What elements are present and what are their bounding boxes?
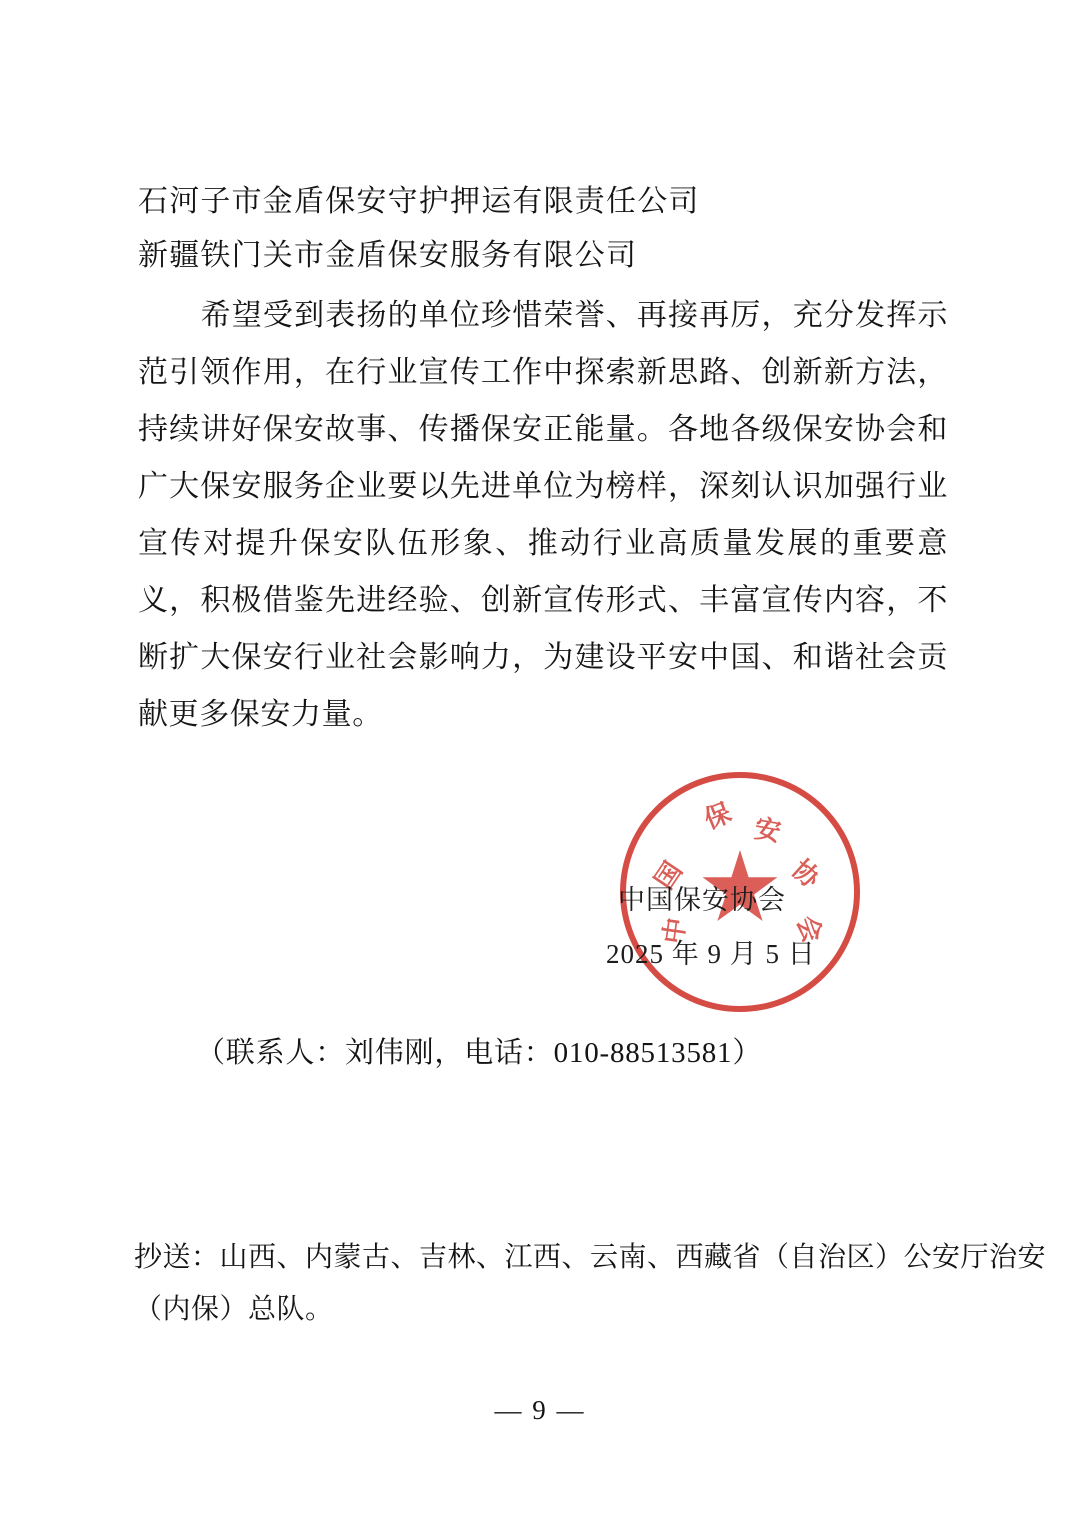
seal-char-5: 国 bbox=[649, 856, 688, 895]
document-body bbox=[138, 175, 948, 743]
recipient-line-2: 新疆铁门关市金盾保安服务有限公司 bbox=[138, 239, 638, 272]
seal-char-3: 协 bbox=[786, 854, 826, 894]
recipient-line-1: 石河子市金盾保安守护押运有限责任公司 bbox=[138, 185, 700, 218]
contact-info: （联系人：刘伟刚，电话：010-88513581） bbox=[196, 1037, 763, 1069]
seal-and-signature bbox=[560, 760, 960, 1030]
paragraph-text: 希望受到表扬的单位珍惜荣誉、再接再厉，充分发挥示范引领作用，在行业宣传工作中探索新思路、创新新方法，持续讲好保安故事、传播保安正能量。各地各级保安协会和广大保安服务企业要以先进单位为榜样，深刻认识加强行业宣传对提升保安队伍形象、推动行业高质量发展的重要意义，积极借鉴先进经验、创新宣传形式、丰富宣传内容，不断扩大保安行业社会影响力，为建设平安中国、和谐社会贡献更多保安力量。 bbox=[138, 299, 948, 731]
signature-date: 2025 年 9 月 5 日 bbox=[606, 939, 816, 969]
seal-char-1: 保 bbox=[700, 798, 736, 835]
cc-block bbox=[134, 1232, 1047, 1336]
cc-line-2: （内保）总队。 bbox=[134, 1294, 334, 1325]
main-paragraph bbox=[138, 287, 948, 743]
seal-char-6: 中 bbox=[658, 915, 692, 946]
seal-char-2: 安 bbox=[752, 813, 783, 848]
signature-organization: 中国保安协会 bbox=[618, 885, 786, 915]
seal-char-4: 会 bbox=[791, 912, 828, 947]
cc-line-1: 抄送：山西、内蒙古、吉林、江西、云南、西藏省（自治区）公安厅治安 bbox=[134, 1242, 1047, 1273]
page-number: — 9 — bbox=[494, 1395, 586, 1425]
